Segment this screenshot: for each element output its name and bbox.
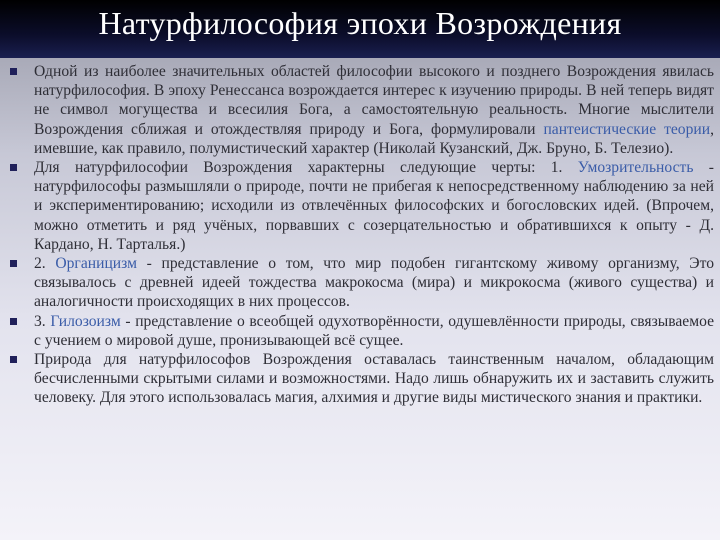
- bullet-text-cont: - натурфилософы размышляли о природе, почти не прибегая к непосредственному наблюдению за ней и экспериментированию; исходили из отвлечённых философских и богословских идей. (Впрочем, можно отметить и ряд учёных, порвавших с созерцательностью и обратившихся к опыту - Д. Кардано, Н. Тарталья.): [34, 159, 714, 253]
- bullet-text: Одной из наиболее значительных областей философии высокого и позднего Возрождения явилась натурфилософия. В эпоху Ренессанса возрождается интерес к изучению природы. В ней теперь видят не символ могущества и всесилия Бога, а самостоятельную реальность. Многие мыслители Возрождения сближая и отождествляя природу и Бога, формулировали: [34, 63, 714, 138]
- bullet-text: 3.: [34, 312, 51, 330]
- bullet-text-cont: - представление о том, что мир подобен гигантскому живому организму, Это связывалось с древней идеей тождества макрокосма (мира) и микрокосма (живого существа) и аналогичности происходящих в них процессов.: [34, 255, 714, 311]
- bullet-item-hylozoism: [10, 312, 714, 350]
- slide-title: Натурфилософия эпохи Возрождения: [98, 5, 622, 41]
- square-bullet-icon: [10, 260, 17, 267]
- keyword-organicism: Органицизм: [55, 255, 137, 273]
- keyword-speculativeness: Умозрительность: [577, 159, 694, 177]
- bullet-text: Природа для натурфилософов Возрождения оставалась таинственным началом, обладающим бесчисленными скрытыми силами и возможностями. Надо лишь обнаружить их и заставить служить человеку. Для этого использовалась магия, алхимия и другие виды мистического знания и практики.: [34, 351, 714, 407]
- bullet-item-organicism: [10, 254, 714, 312]
- bullet-text-cont: , имевшие, как правило, полумистический характер (Николай Кузанский, Дж. Бруно, Б. Телезио).: [34, 120, 714, 157]
- bullet-item-speculativeness: [10, 158, 714, 254]
- square-bullet-icon: [10, 68, 17, 75]
- bullet-text-cont: - представление о всеобщей одухотворённости, одушевлённости природы, связываемое с учением о мировой душе, пронизывающей всё сущее.: [34, 312, 715, 349]
- title-bar: [0, 0, 720, 58]
- keyword-pantheism: пантеистические теории: [543, 120, 711, 138]
- bullet-text: Для натурфилософии Возрождения характерны следующие черты: 1.: [34, 159, 578, 177]
- bullet-list: [10, 62, 714, 408]
- bullet-item-natural-philosophy: [10, 62, 714, 158]
- keyword-hylozoism: Гилозоизм: [50, 312, 121, 330]
- square-bullet-icon: [10, 164, 17, 171]
- square-bullet-icon: [10, 356, 17, 363]
- bullet-item-nature-mystery: [10, 350, 714, 408]
- square-bullet-icon: [10, 318, 17, 325]
- bullet-text: 2.: [34, 255, 56, 273]
